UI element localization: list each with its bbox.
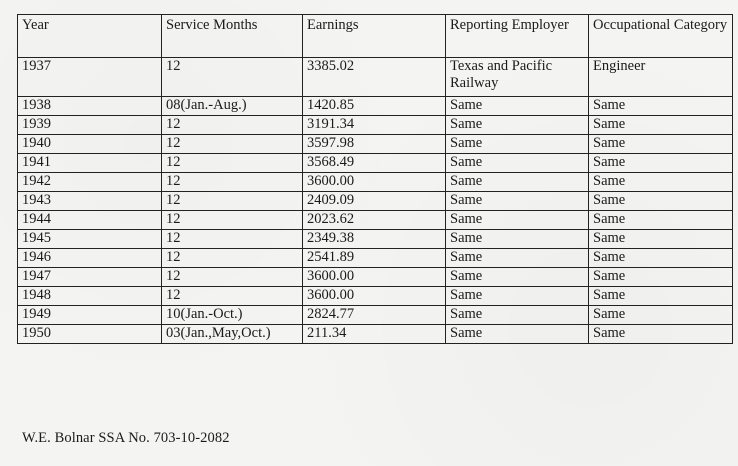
year-cell: 1950 (18, 325, 162, 344)
year-cell: 1937 (18, 58, 162, 97)
table-row (18, 192, 733, 211)
table-row (18, 325, 733, 344)
year-cell: 1945 (18, 230, 162, 249)
service-months-cell: 12 (162, 287, 303, 306)
year-cell: 1940 (18, 135, 162, 154)
service-months-cell: 12 (162, 192, 303, 211)
year-cell: 1949 (18, 306, 162, 325)
earnings-cell: 3600.00 (303, 173, 446, 192)
earnings-cell: 2824.77 (303, 306, 446, 325)
occupational-category-cell: Same (589, 230, 733, 249)
footer-ssa-line: W.E. Bolnar SSA No. 703-10-2082 (22, 430, 230, 446)
year-cell: 1947 (18, 268, 162, 287)
header-occupational-category: Occupational Category (589, 15, 733, 58)
earnings-cell: 2409.09 (303, 192, 446, 211)
occupational-category-cell: Same (589, 249, 733, 268)
reporting-employer-cell: Same (446, 306, 589, 325)
earnings-cell: 3568.49 (303, 154, 446, 173)
service-months-cell: 12 (162, 268, 303, 287)
table-row (18, 211, 733, 230)
occupational-category-cell: Same (589, 173, 733, 192)
reporting-employer-cell: Same (446, 97, 589, 116)
header-year: Year (18, 15, 162, 58)
reporting-employer-cell: Same (446, 268, 589, 287)
earnings-cell: 211.34 (303, 325, 446, 344)
earnings-cell: 2349.38 (303, 230, 446, 249)
header-service-months: Service Months (162, 15, 303, 58)
table-row (18, 154, 733, 173)
reporting-employer-cell: Same (446, 116, 589, 135)
reporting-employer-cell: Same (446, 211, 589, 230)
earnings-cell: 2541.89 (303, 249, 446, 268)
service-months-cell: 12 (162, 116, 303, 135)
table-header-row (18, 15, 733, 58)
header-reporting-employer: Reporting Employer (446, 15, 589, 58)
reporting-employer-cell: Same (446, 249, 589, 268)
service-months-cell: 12 (162, 230, 303, 249)
earnings-cell: 1420.85 (303, 97, 446, 116)
earnings-cell: 3191.34 (303, 116, 446, 135)
occupational-category-cell: Same (589, 192, 733, 211)
reporting-employer-cell: Same (446, 325, 589, 344)
service-months-cell: 03(Jan.,May,Oct.) (162, 325, 303, 344)
year-cell: 1946 (18, 249, 162, 268)
reporting-employer-cell: Same (446, 154, 589, 173)
table-row (18, 306, 733, 325)
occupational-category-cell: Same (589, 135, 733, 154)
service-months-cell: 08(Jan.-Aug.) (162, 97, 303, 116)
header-earnings: Earnings (303, 15, 446, 58)
reporting-employer-cell: Same (446, 230, 589, 249)
service-months-cell: 12 (162, 211, 303, 230)
reporting-employer-cell: Same (446, 192, 589, 211)
occupational-category-cell: Same (589, 325, 733, 344)
earnings-cell: 3597.98 (303, 135, 446, 154)
earnings-cell: 3600.00 (303, 287, 446, 306)
service-months-cell: 12 (162, 154, 303, 173)
year-cell: 1939 (18, 116, 162, 135)
table-row (18, 173, 733, 192)
table-row (18, 97, 733, 116)
table-row (18, 230, 733, 249)
occupational-category-cell: Same (589, 306, 733, 325)
earnings-cell: 3600.00 (303, 268, 446, 287)
earnings-cell: 3385.02 (303, 58, 446, 97)
occupational-category-cell: Same (589, 268, 733, 287)
year-cell: 1938 (18, 97, 162, 116)
service-months-cell: 12 (162, 173, 303, 192)
year-cell: 1948 (18, 287, 162, 306)
reporting-employer-cell: Same (446, 173, 589, 192)
occupational-category-cell: Engineer (589, 58, 733, 97)
occupational-category-cell: Same (589, 211, 733, 230)
occupational-category-cell: Same (589, 154, 733, 173)
occupational-category-cell: Same (589, 287, 733, 306)
service-months-cell: 12 (162, 58, 303, 97)
service-months-cell: 12 (162, 135, 303, 154)
occupational-category-cell: Same (589, 116, 733, 135)
year-cell: 1944 (18, 211, 162, 230)
year-cell: 1941 (18, 154, 162, 173)
reporting-employer-cell: Texas and Pacific Railway (446, 58, 589, 97)
table-row (18, 116, 733, 135)
service-months-cell: 12 (162, 249, 303, 268)
earnings-cell: 2023.62 (303, 211, 446, 230)
service-months-cell: 10(Jan.-Oct.) (162, 306, 303, 325)
earnings-record-table (17, 14, 733, 344)
occupational-category-cell: Same (589, 97, 733, 116)
table-row (18, 287, 733, 306)
table-row (18, 135, 733, 154)
table-row (18, 249, 733, 268)
table-row (18, 268, 733, 287)
reporting-employer-cell: Same (446, 135, 589, 154)
table-row (18, 58, 733, 97)
year-cell: 1943 (18, 192, 162, 211)
year-cell: 1942 (18, 173, 162, 192)
reporting-employer-cell: Same (446, 287, 589, 306)
table-body (18, 58, 733, 344)
